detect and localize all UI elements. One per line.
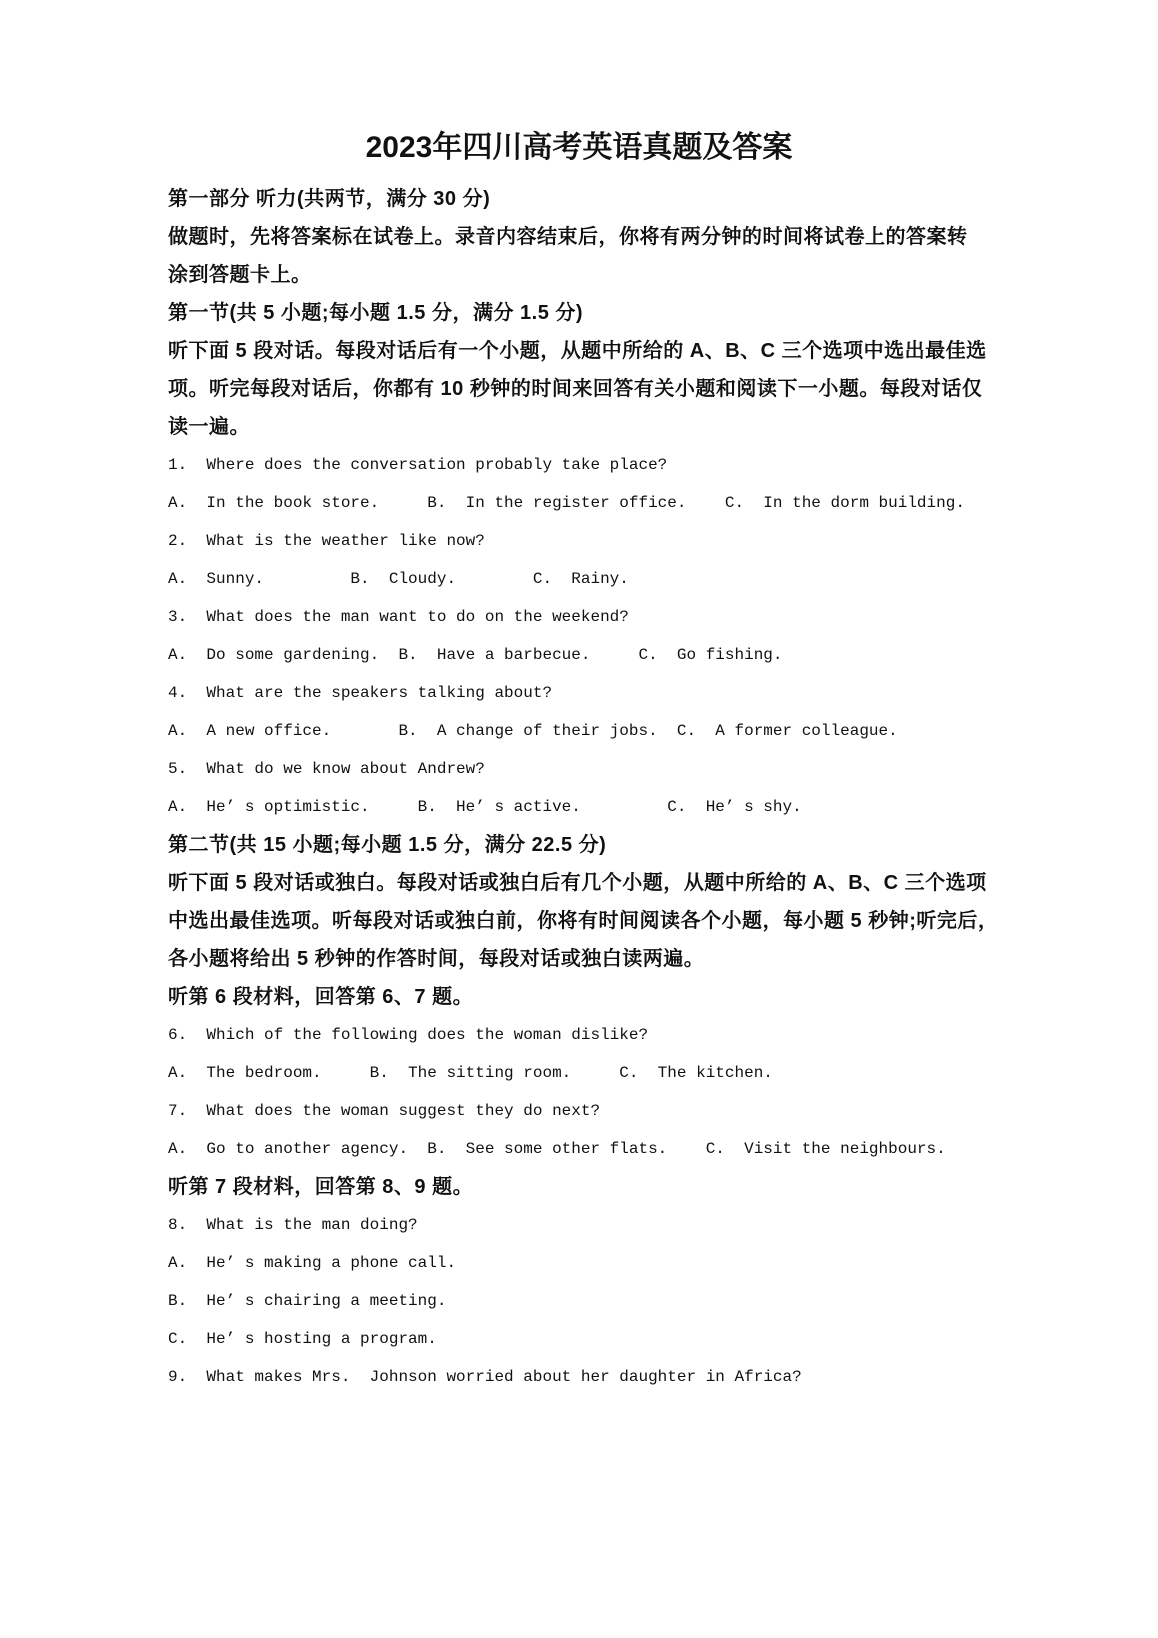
document-title: 2023年四川高考英语真题及答案: [365, 131, 793, 164]
question-7: 7. What does the woman suggest they do next?: [168, 1102, 601, 1120]
question-5: 5. What do we know about Andrew?: [168, 760, 485, 778]
question-8-option-a: A. He’ s making a phone call.: [168, 1254, 457, 1272]
question-8-option-c: C. He’ s hosting a program.: [168, 1330, 437, 1348]
question-2: 2. What is the weather like now?: [168, 532, 485, 550]
section1-instructions-line3: 读一遍。: [168, 416, 250, 438]
part1-instructions-line1: 做题时，先将答案标在试卷上。录音内容结束后，你将有两分钟的时间将试卷上的答案转: [168, 226, 968, 248]
section2-instructions-line3: 各小题将给出 5 秒钟的作答时间，每段对话或独白读两遍。: [168, 948, 705, 970]
question-3: 3. What does the man want to do on the weekend?: [168, 608, 629, 626]
question-8-option-b: B. He’ s chairing a meeting.: [168, 1292, 447, 1310]
question-6-options: A. The bedroom. B. The sitting room. C. The kitchen.: [168, 1064, 773, 1082]
question-7-options: A. Go to another agency. B. See some other flats. C. Visit the neighbours.: [168, 1140, 946, 1158]
question-5-options: A. He’ s optimistic. B. He’ s active. C. He’ s shy.: [168, 798, 802, 816]
section1-instructions-line2: 项。听完每段对话后，你都有 10 秒钟的时间来回答有关小题和阅读下一小题。每段对话仅: [168, 378, 983, 400]
question-3-options: A. Do some gardening. B. Have a barbecue. C. Go fishing.: [168, 646, 783, 664]
document-lines: [168, 180, 1018, 1396]
question-2-options: A. Sunny. B. Cloudy. C. Rainy.: [168, 570, 629, 588]
section2-instructions-line1: 听下面 5 段对话或独白。每段对话或独白后有几个小题，从题中所给的 A、B、C 三个选项: [168, 872, 987, 894]
material-6-heading: 听第 6 段材料，回答第 6、7 题。: [168, 986, 474, 1008]
question-6: 6. Which of the following does the woman dislike?: [168, 1026, 649, 1044]
question-8: 8. What is the man doing?: [168, 1216, 418, 1234]
question-9: 9. What makes Mrs. Johnson worried about her daughter in Africa?: [168, 1368, 802, 1386]
section2-instructions-line2: 中选出最佳选项。听每段对话或独白前，你将有时间阅读各个小题，每小题 5 秒钟;听完后，: [168, 910, 999, 932]
part1-instructions-line2: 涂到答题卡上。: [168, 264, 312, 286]
section1-instructions-line1: 听下面 5 段对话。每段对话后有一个小题，从题中所给的 A、B、C 三个选项中选出最佳选: [168, 340, 987, 362]
question-4: 4. What are the speakers talking about?: [168, 684, 553, 702]
question-4-options: A. A new office. B. A change of their jobs. C. A former colleague.: [168, 722, 898, 740]
part1-heading: 第一部分 听力(共两节，满分 30 分): [168, 188, 491, 210]
question-1-options: A. In the book store. B. In the register office. C. In the dorm building.: [168, 494, 965, 512]
question-1: 1. Where does the conversation probably take place?: [168, 456, 668, 474]
material-7-heading: 听第 7 段材料，回答第 8、9 题。: [168, 1176, 474, 1198]
section1-heading: 第一节(共 5 小题;每小题 1.5 分，满分 1.5 分): [168, 302, 584, 324]
section2-heading: 第二节(共 15 小题;每小题 1.5 分，满分 22.5 分): [168, 834, 607, 856]
